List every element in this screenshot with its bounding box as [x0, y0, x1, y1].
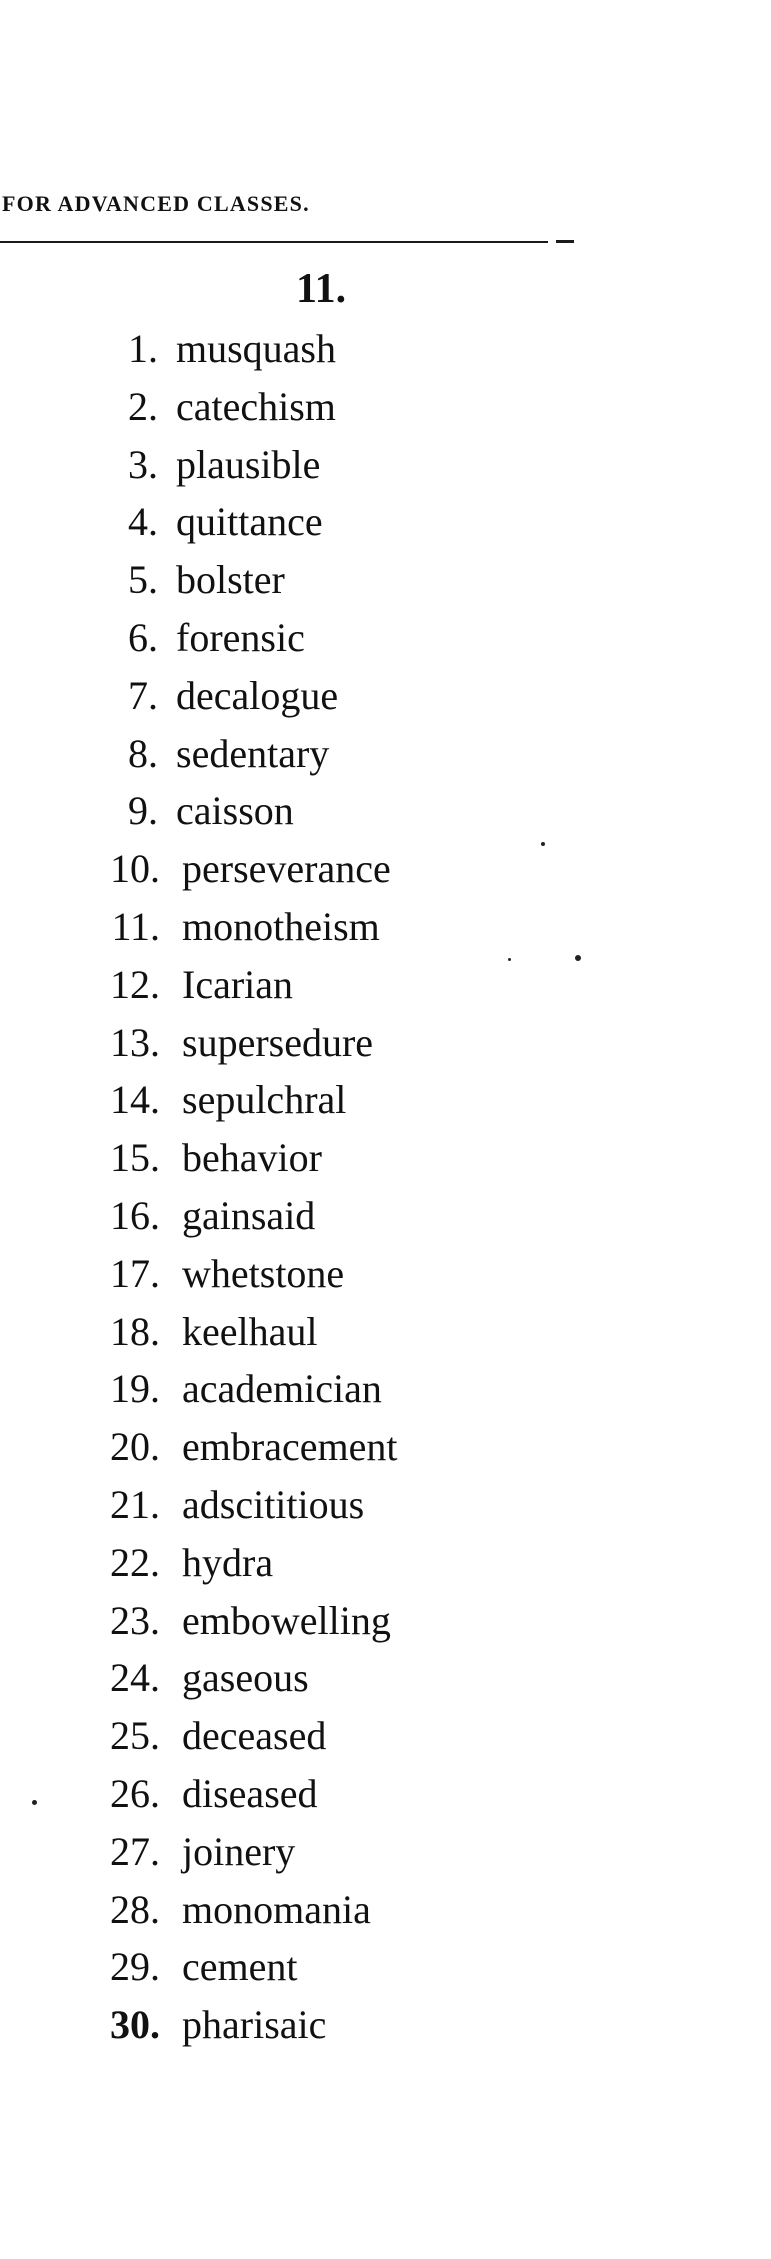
- word-text: forensic: [176, 615, 305, 660]
- word-text: academician: [182, 1366, 382, 1412]
- word-text: plausible: [176, 441, 321, 487]
- word-text: diseased: [182, 1771, 318, 1816]
- word-text: caisson: [176, 788, 294, 834]
- word-text: embracement: [182, 1424, 398, 1470]
- word-number: 11.: [111, 904, 160, 949]
- word-number: 20.: [110, 1424, 160, 1470]
- word-number: 17.: [110, 1250, 160, 1296]
- section-number: 11.: [296, 266, 347, 312]
- word-text: hydra: [182, 1539, 274, 1585]
- word-number: 3.: [128, 441, 158, 487]
- word-number: 18.: [110, 1308, 160, 1354]
- word-number: 14.: [110, 1077, 160, 1123]
- word-text: gainsaid: [182, 1193, 316, 1238]
- word-text: cement: [182, 1944, 298, 1990]
- ink-speck: [575, 955, 581, 961]
- word-number: 7.: [128, 672, 158, 718]
- word-text: quittance: [176, 499, 323, 545]
- ink-speck: [541, 842, 545, 846]
- word-number: 12.: [110, 961, 160, 1007]
- word-number: 28.: [110, 1886, 160, 1932]
- running-head: FOR ADVANCED CLASSES.: [2, 191, 310, 216]
- word-text: adscititious: [182, 1482, 365, 1527]
- word-number: 6.: [128, 615, 158, 660]
- word-number: 8.: [128, 730, 158, 776]
- header-rule-tail: [556, 240, 574, 243]
- word-number: 25.: [110, 1713, 160, 1759]
- word-number: 26.: [110, 1771, 160, 1816]
- word-number: 10.: [110, 846, 160, 892]
- word-text: keelhaul: [182, 1308, 318, 1354]
- word-number: 27.: [110, 1828, 160, 1874]
- ink-speck: [508, 958, 511, 961]
- word-text: gaseous: [182, 1655, 309, 1701]
- word-text: whetstone: [182, 1250, 345, 1296]
- ink-speck: [32, 1800, 37, 1805]
- word-number: 13.: [110, 1019, 160, 1065]
- word-text: monotheism: [182, 904, 380, 949]
- word-text: pharisaic: [182, 2002, 327, 2048]
- word-number: 24.: [110, 1655, 160, 1701]
- word-text: supersedure: [182, 1019, 374, 1065]
- word-text: monomania: [182, 1886, 371, 1932]
- word-number: 9.: [128, 788, 158, 834]
- word-number: 22.: [110, 1539, 160, 1585]
- word-number: 15.: [110, 1135, 160, 1181]
- word-text: sepulchral: [182, 1077, 347, 1123]
- word-number: 2.: [128, 383, 158, 429]
- word-text: musquash: [176, 326, 336, 371]
- word-number: 23.: [110, 1597, 160, 1643]
- word-text: joinery: [182, 1828, 296, 1874]
- word-number: 4.: [128, 499, 158, 545]
- word-number: 30.: [110, 2002, 160, 2048]
- word-text: Icarian: [182, 961, 294, 1007]
- word-number: 29.: [110, 1944, 160, 1990]
- word-text: embowelling: [182, 1597, 391, 1643]
- word-text: bolster: [176, 557, 285, 603]
- word-number: 19.: [110, 1366, 160, 1412]
- header-rule: [0, 241, 548, 243]
- word-number: 5.: [128, 557, 158, 603]
- word-text: behavior: [182, 1135, 322, 1181]
- word-text: perseverance: [182, 846, 391, 892]
- word-number: 21.: [110, 1482, 160, 1527]
- word-text: catechism: [176, 383, 336, 429]
- word-text: decalogue: [176, 672, 339, 718]
- word-text: deceased: [182, 1713, 327, 1759]
- word-number: 1.: [128, 326, 158, 371]
- word-number: 16.: [110, 1193, 160, 1238]
- word-text: sedentary: [176, 730, 330, 776]
